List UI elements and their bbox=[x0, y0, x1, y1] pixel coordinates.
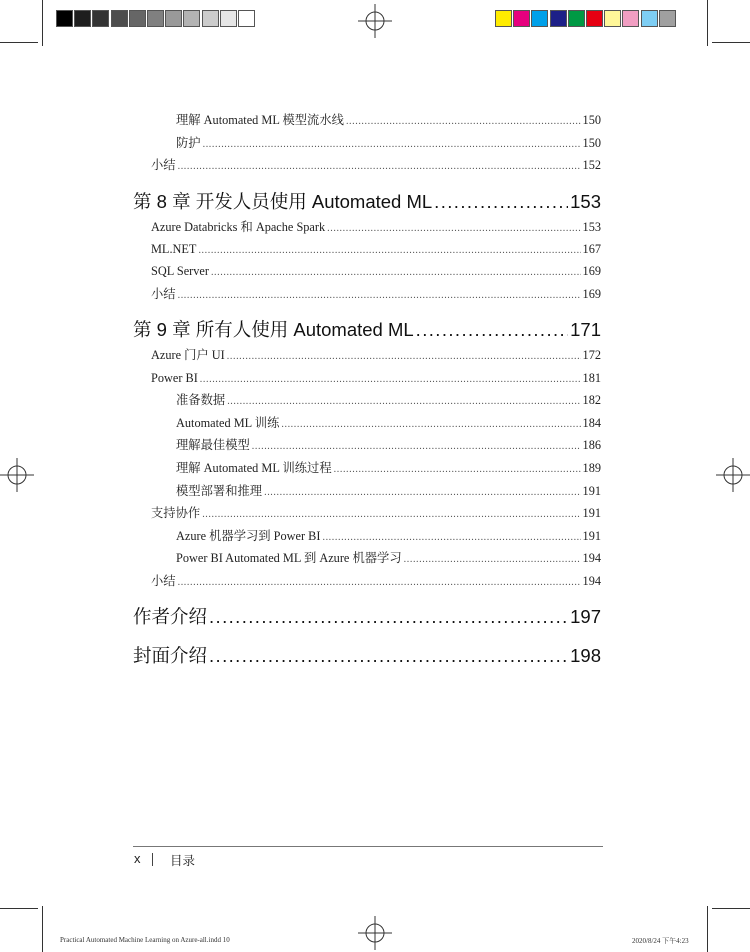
toc-entry-label: 小结 bbox=[151, 574, 176, 588]
toc-entry-page: 194 bbox=[582, 574, 601, 588]
toc-entry-label: Azure Databricks 和 Apache Spark bbox=[151, 220, 326, 234]
toc-chapter-heading[interactable] bbox=[133, 642, 601, 670]
dot-leader bbox=[202, 505, 580, 525]
color-swatch bbox=[641, 10, 658, 27]
color-swatch bbox=[238, 10, 255, 27]
slug-date: 2020/8/24 下午4:23 bbox=[632, 937, 689, 945]
toc-entry[interactable] bbox=[151, 368, 601, 388]
color-swatch bbox=[74, 10, 91, 27]
chapter-title: 第 9 章 所有人使用 Automated ML bbox=[133, 319, 414, 340]
color-swatch bbox=[202, 10, 219, 27]
toc-entry-page: 167 bbox=[582, 242, 601, 256]
dot-leader bbox=[434, 188, 568, 216]
footer-rule bbox=[133, 846, 603, 847]
toc-entry-label: Automated ML 训练 bbox=[176, 416, 280, 430]
toc-entry[interactable] bbox=[176, 458, 601, 478]
toc-entry-page: 186 bbox=[582, 438, 601, 452]
crop-mark bbox=[707, 906, 708, 952]
toc-entry-label: 模型部署和推理 bbox=[176, 484, 263, 498]
toc-entry[interactable] bbox=[176, 413, 601, 433]
toc-chapter-heading[interactable] bbox=[133, 603, 601, 631]
color-swatch bbox=[495, 10, 512, 27]
toc-entry[interactable] bbox=[176, 390, 601, 410]
toc-entry[interactable] bbox=[151, 155, 601, 175]
dot-leader bbox=[227, 347, 581, 367]
chapter-page: 153 bbox=[570, 191, 601, 212]
toc-entry[interactable] bbox=[176, 526, 601, 546]
toc-entry-label: 理解 Automated ML 模型流水线 bbox=[176, 113, 344, 127]
crop-mark bbox=[0, 908, 38, 909]
chapter-page: 198 bbox=[570, 645, 601, 666]
toc-entry-label: 理解最佳模型 bbox=[176, 438, 250, 452]
registration-mark-icon bbox=[716, 458, 750, 492]
chapter-title: 第 8 章 开发人员使用 Automated ML bbox=[133, 191, 433, 212]
dot-leader bbox=[264, 483, 580, 503]
toc-entry-page: 184 bbox=[582, 416, 601, 430]
toc-entry-page: 182 bbox=[582, 393, 601, 407]
dot-leader bbox=[178, 157, 581, 177]
toc-entry[interactable] bbox=[151, 503, 601, 523]
crop-mark bbox=[707, 0, 708, 46]
toc-entry[interactable] bbox=[176, 481, 601, 501]
toc-entry[interactable] bbox=[151, 571, 601, 591]
toc-entry-page: 150 bbox=[582, 113, 601, 127]
toc-entry-page: 191 bbox=[582, 484, 601, 498]
toc-chapter-heading[interactable] bbox=[133, 188, 601, 216]
running-footer-title: 目录 bbox=[170, 854, 196, 868]
color-swatch bbox=[531, 10, 548, 27]
chapter-page: 171 bbox=[570, 319, 601, 340]
page-number: x bbox=[134, 851, 141, 866]
dot-leader bbox=[209, 603, 568, 631]
crop-mark bbox=[712, 42, 750, 43]
toc-entry-page: 191 bbox=[582, 529, 601, 543]
toc-entry-label: ML.NET bbox=[151, 242, 197, 256]
crop-mark bbox=[0, 42, 38, 43]
toc-entry[interactable] bbox=[176, 435, 601, 455]
dot-leader bbox=[178, 286, 581, 306]
color-swatch bbox=[220, 10, 237, 27]
toc-entry-label: Power BI bbox=[151, 371, 198, 385]
color-swatch bbox=[92, 10, 109, 27]
toc-entry-page: 181 bbox=[582, 371, 601, 385]
toc-entry-label: Power BI Automated ML 到 Azure 机器学习 bbox=[176, 551, 402, 565]
dot-leader bbox=[252, 437, 581, 457]
footer-separator bbox=[152, 853, 153, 866]
toc-entry[interactable] bbox=[151, 345, 601, 365]
crop-mark bbox=[42, 0, 43, 46]
color-swatch bbox=[111, 10, 128, 27]
registration-mark-icon bbox=[0, 458, 34, 492]
dot-leader bbox=[404, 550, 581, 570]
slug-file-name: Practical Automated Machine Learning on Azure-all.indd 10 bbox=[60, 936, 230, 944]
color-swatch bbox=[129, 10, 146, 27]
color-swatch bbox=[183, 10, 200, 27]
toc-entry-page: 191 bbox=[582, 506, 601, 520]
toc-entry[interactable] bbox=[151, 261, 601, 281]
color-swatch bbox=[550, 10, 567, 27]
crop-mark bbox=[712, 908, 750, 909]
dot-leader bbox=[327, 219, 580, 239]
toc-entry-label: 小结 bbox=[151, 158, 176, 172]
color-swatch bbox=[147, 10, 164, 27]
toc-entry-page: 194 bbox=[582, 551, 601, 565]
dot-leader bbox=[322, 528, 580, 548]
toc-entry-label: Azure 门户 UI bbox=[151, 348, 225, 362]
toc-entry[interactable] bbox=[151, 284, 601, 304]
toc-entry-page: 150 bbox=[582, 136, 601, 150]
chapter-title: 作者介绍 bbox=[133, 606, 208, 627]
toc-entry-page: 169 bbox=[582, 264, 601, 278]
color-swatch bbox=[604, 10, 621, 27]
toc-entry-label: SQL Server bbox=[151, 264, 209, 278]
color-swatch bbox=[659, 10, 676, 27]
toc-entry[interactable] bbox=[176, 133, 601, 153]
registration-mark-icon bbox=[358, 4, 392, 38]
toc-entry-label: 支持协作 bbox=[151, 506, 201, 520]
toc-entry[interactable] bbox=[151, 239, 601, 259]
toc-entry[interactable] bbox=[176, 110, 601, 130]
color-swatch bbox=[586, 10, 603, 27]
toc-entry-page: 172 bbox=[582, 348, 601, 362]
color-swatch bbox=[568, 10, 585, 27]
crop-mark bbox=[42, 906, 43, 952]
toc-entry-page: 153 bbox=[582, 220, 601, 234]
registration-mark-icon bbox=[358, 916, 392, 950]
toc-entry-page: 169 bbox=[582, 287, 601, 301]
toc-entry-page: 189 bbox=[582, 461, 601, 475]
color-swatch bbox=[56, 10, 73, 27]
toc-entry[interactable] bbox=[151, 217, 601, 237]
color-swatch bbox=[165, 10, 182, 27]
dot-leader bbox=[198, 241, 580, 261]
color-swatch bbox=[513, 10, 530, 27]
dot-leader bbox=[416, 316, 568, 344]
toc-entry-label: 防护 bbox=[176, 136, 201, 150]
dot-leader bbox=[281, 415, 580, 435]
toc-chapter-heading[interactable] bbox=[133, 316, 601, 344]
chapter-page: 197 bbox=[570, 606, 601, 627]
dot-leader bbox=[211, 263, 581, 283]
toc-entry-label: 小结 bbox=[151, 287, 176, 301]
dot-leader bbox=[178, 573, 581, 593]
dot-leader bbox=[203, 135, 581, 155]
toc-entry-page: 152 bbox=[582, 158, 601, 172]
color-swatch bbox=[622, 10, 639, 27]
toc-entry[interactable] bbox=[176, 548, 601, 568]
dot-leader bbox=[209, 642, 568, 670]
toc-entry-label: 准备数据 bbox=[176, 393, 226, 407]
dot-leader bbox=[346, 112, 581, 132]
dot-leader bbox=[227, 392, 580, 412]
dot-leader bbox=[334, 460, 581, 480]
dot-leader bbox=[200, 370, 581, 390]
chapter-title: 封面介绍 bbox=[133, 645, 208, 666]
toc-entry-label: Azure 机器学习到 Power BI bbox=[176, 529, 321, 543]
toc-entry-label: 理解 Automated ML 训练过程 bbox=[176, 461, 332, 475]
